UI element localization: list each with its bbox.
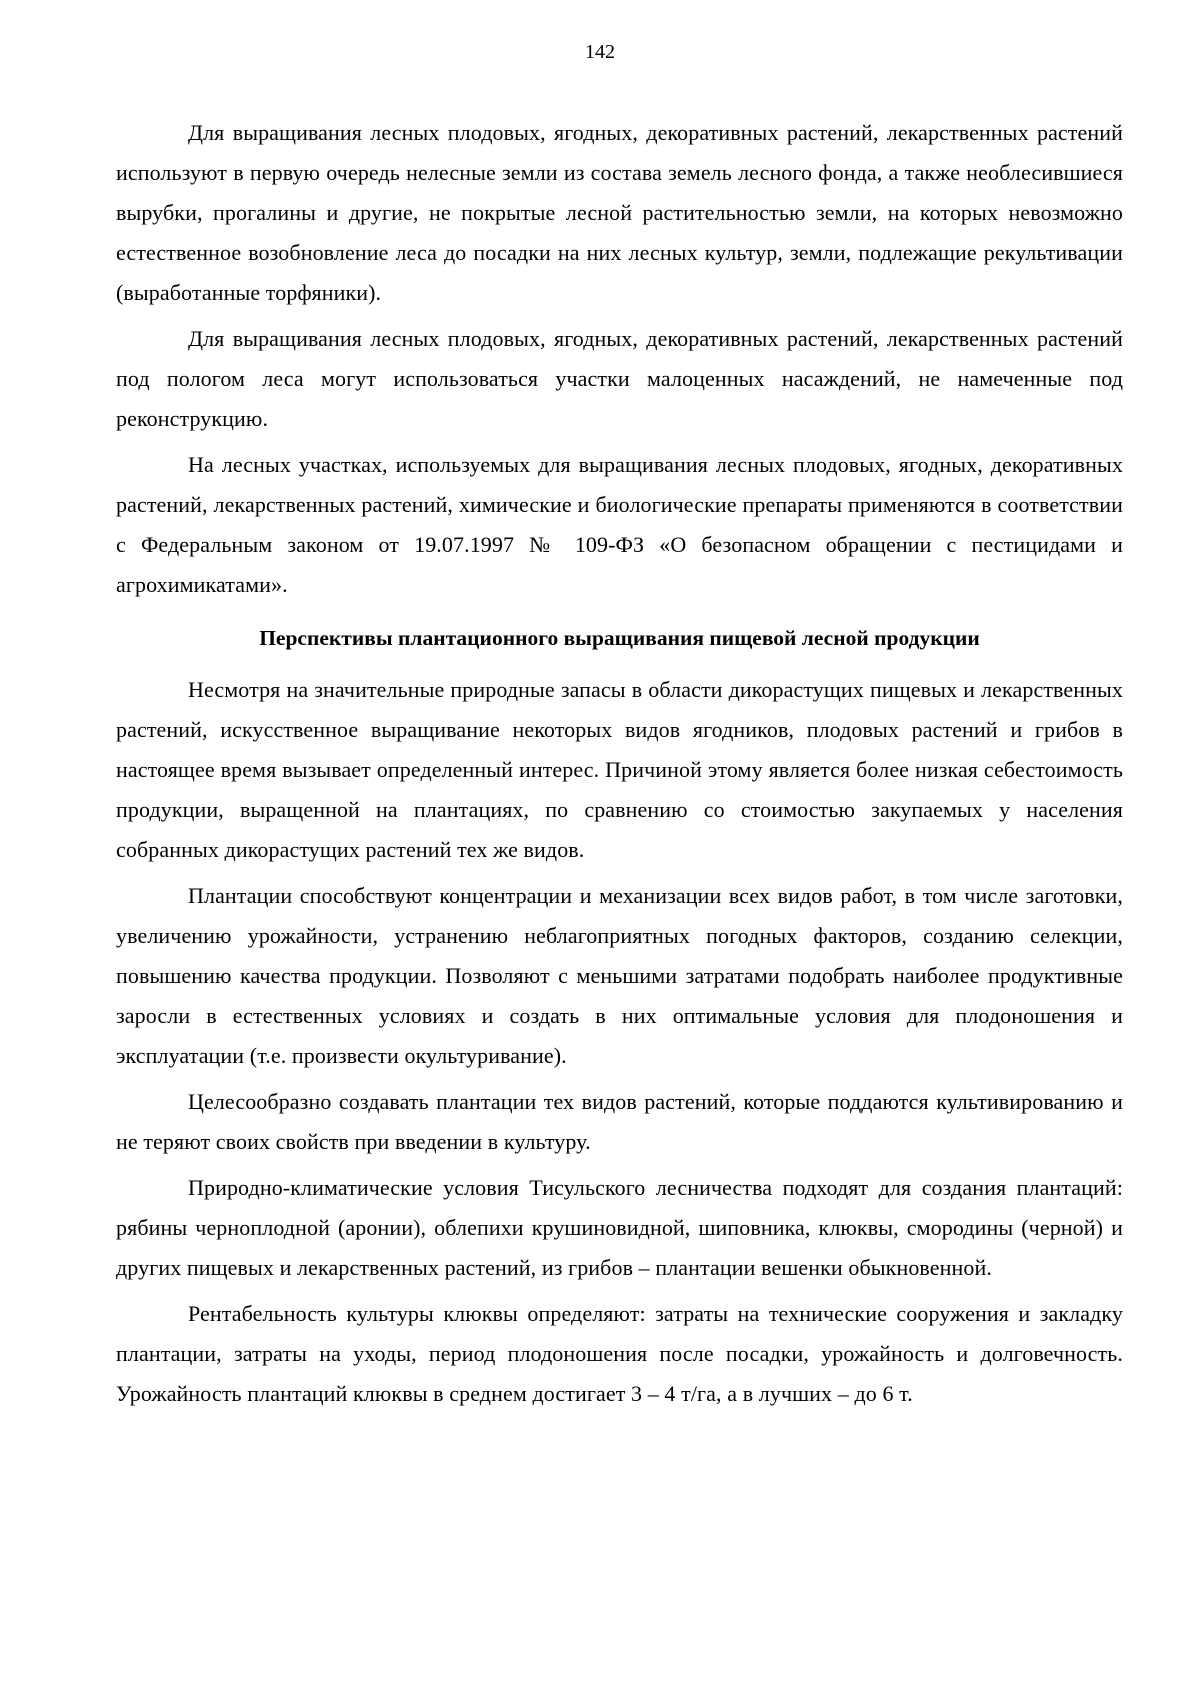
page-number: 142 — [585, 41, 615, 63]
paragraph: Плантации способствуют концентрации и механизации всех видов работ, в том числе заготовки, увеличению урожайности, устранению неблагоприятных погодных факторов, созданию селекции, повышению качества продукции. Позволяют с меньшими затратами подобрать наиболее продуктивные заросли в естественных условиях и создать в них оптимальные условия для плодоношения и эксплуатации (т.е. произвести окультуривание). — [116, 883, 1123, 1068]
paragraph: Для выращивания лесных плодовых, ягодных, декоративных растений, лекарственных растений под пологом леса могут использоваться участки малоценных насаждений, не намеченные под реконструкцию. — [116, 326, 1123, 431]
paragraph: Природно-климатические условия Тисульского лесничества подходят для создания плантаций: рябины черноплодной (аронии), облепихи крушиновидной, шиповника, клюквы, смородины (черной) и других пищевых и лекарственных растений, из грибов – плантации вешенки обыкновенной. — [116, 1175, 1123, 1280]
paragraph: Несмотря на значительные природные запасы в области дикорастущих пищевых и лекарственных растений, искусственное выращивание некоторых видов ягодников, плодовых растений и грибов в настоящее время вызывает определенный интерес. Причиной этому является более низкая себестоимость продукции, выращенной на плантациях, по сравнению со стоимостью закупаемых у населения собранных дикорастущих растений тех же видов. — [116, 677, 1123, 862]
document-body — [116, 113, 1123, 1420]
paragraph: Целесообразно создавать плантации тех видов растений, которые поддаются культивированию и не теряют своих свойств при введении в культуру. — [116, 1089, 1123, 1154]
paragraph: Для выращивания лесных плодовых, ягодных, декоративных растений, лекарственных растений используют в первую очередь нелесные земли из состава земель лесного фонда, а также необлесившиеся вырубки, прогалины и другие, не покрытые лесной растительностью земли, на которых невозможно естественное возобновление леса до посадки на них лесных культур, земли, подлежащие рекультивации (выработанные торфяники). — [116, 120, 1123, 305]
paragraph: Рентабельность культуры клюквы определяют: затраты на технические сооружения и закладку плантации, затраты на уходы, период плодоношения после посадки, урожайность и долговечность. Урожайность плантаций клюквы в среднем достигает 3 – 4 т/га, а в лучших – до 6 т. — [116, 1301, 1123, 1406]
section-heading: Перспективы плантационного выращивания пищевой лесной продукции — [259, 626, 980, 650]
paragraph: На лесных участках, используемых для выращивания лесных плодовых, ягодных, декоративных растений, лекарственных растений, химические и биологические препараты применяются в соответствии с Федеральным законом от 19.07.1997 № 109-ФЗ «О безопасном обращении с пестицидами и агрохимикатами». — [116, 452, 1123, 597]
